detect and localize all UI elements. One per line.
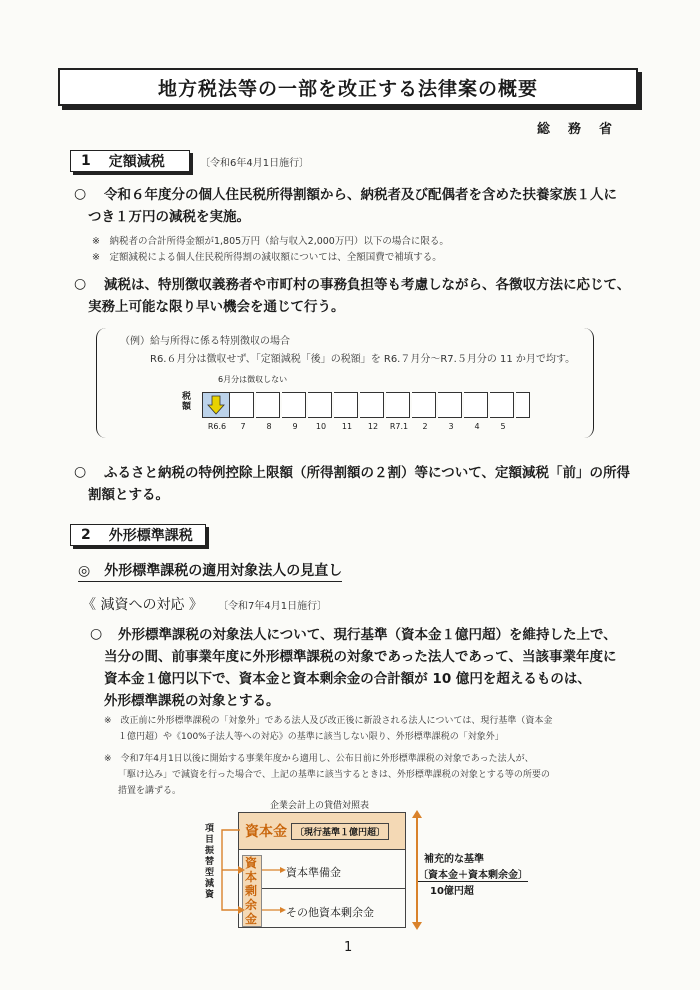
section1-bullet3-line1: ふるさと納税の特例控除上限額（所得割額の２割）等について、定額減税「前」の所得 [104,465,630,481]
month-tick: 2 [422,422,428,431]
ministry-name: 総務省 [536,122,630,137]
capital-note: 〔現行基準１億円超〕 [291,823,389,840]
month-tick: 9 [292,422,298,431]
june-label: 6月分は徴収しない [218,375,288,384]
section1-bullet2-line1: 減税は、特別徴収義務者や市町村の事務負担等も考慮しながら、各徴収方法に応じて、 [104,277,631,293]
section2-para-line2: 当分の間、前事業年度に外形標準課税の対象であった法人であって、当該事業年度に [104,649,617,665]
bullet-circle: ○ [74,186,87,202]
capital-label: 資本金 [245,824,287,840]
supplementary-formula: 〔資本金＋資本剰余金〕 [418,866,528,882]
surplus-label: 資本剰余金 [244,856,257,926]
month-cell [490,392,514,418]
supplementary-title: 補充的な基準 [424,854,484,865]
month-tick: 3 [448,422,454,431]
month-tick: R7.1 [389,422,409,431]
section2-subheading: ◎ 外形標準課税の適用対象法人の見直し [78,560,342,582]
section2-header [70,524,206,546]
section2-title: 外形標準課税 [108,528,193,544]
section2-para-line1: 外形標準課税の対象法人について、現行基準（資本金１億円超）を維持した上で、 [118,627,617,643]
june-cell [202,392,230,418]
section1-bullet3-line2: 割額とする。 [88,487,169,503]
section1-note2: ※ 定額減税による個人住民税所得割の減収額については、全額国費で補填する。 [92,252,442,263]
section1-effective: 〔令和6年4月1日施行〕 [200,158,310,169]
month-tick: 10 [315,422,327,431]
section2-para-line4: 外形標準課税の対象とする。 [104,693,280,709]
month-cell [360,392,384,418]
bullet-circle: ○ [74,276,87,292]
section2-para-line3: 資本金１億円以下で、資本金と資本剰余金の合計額が 10 億円を超えるものは、 [104,671,591,687]
month-tick: 8 [266,422,272,431]
section1-bullet1-line2: つき１万円の減税を実施。 [88,209,250,225]
section2-sub2: 《 減資への対応 》 [82,597,203,613]
month-cell [386,392,410,418]
page-number: 1 [344,940,353,955]
month-cell [308,392,332,418]
section2-note2-line3: 措置を講ずる。 [118,786,182,796]
section1-number: 1 [81,153,91,169]
bs-transfer-label: 項目振替型減資 [205,824,215,900]
section2-number: 2 [81,527,91,543]
example-text: R6.６月分は徴収せず、「定額減税「後」の税額」を R6.７月分～R7.５月分の 11 か月で均す。 [150,354,576,365]
month-tick: 11 [341,422,353,431]
month-cell [230,392,254,418]
month-tick: 4 [474,422,480,431]
month-cell [438,392,462,418]
monthly-tax-grid [202,392,532,452]
section2-effective: 〔令和7年4月1日施行〕 [218,601,328,612]
month-tick: R6.6 [207,422,227,431]
section2-note1-line2: １億円超）や《100%子法人等への対応》の基準に該当しない限り、外形標準課税の「対象外」 [118,732,504,742]
reserve-label: 資本準備金 [286,866,341,879]
section1-title: 定額減税 [108,154,165,170]
other-surplus-label: その他資本剰余金 [286,906,374,919]
month-cell [334,392,358,418]
section2-note2-line1: ※ 令和7年4月1日以後に開始する事業年度から適用し、公布日前に外形標準課税の対象であった法人が、 [104,754,534,764]
bullet-circle: ○ [90,626,103,642]
month-cell [282,392,306,418]
month-cell [464,392,488,418]
month-tick: 12 [367,422,379,431]
month-tick: 5 [500,422,506,431]
month-cell [516,392,530,418]
section1-bullet1-line1: 令和６年度分の個人住民税所得割額から、納税者及び配偶者を含めた扶養家族１人に [104,187,617,203]
section2-note2-line2: 「駆け込み」で減資を行った場合で、上記の基準に該当するときは、外形標準課税の対象とする等の所要の [118,770,550,780]
month-cell [412,392,436,418]
month-tick: 7 [240,422,246,431]
section2-note1-line1: ※ 改正前に外形標準課税の「対象外」である法人及び改正後に新設される法人については、現行基準（資本金 [104,716,553,726]
axis-label: 税額 [182,392,192,412]
supplementary-amount: 10億円超 [430,886,474,897]
document-title: 地方税法等の一部を改正する法律案の概要 [58,68,638,106]
section1-note1: ※ 納税者の合計所得金額が1,805万円（給与収入2,000万円）以下の場合に限る。 [92,236,449,247]
section1-bullet2-line2: 実務上可能な限り早い機会を通じて行う。 [88,299,345,315]
section1-header [70,150,190,172]
bullet-circle: ○ [74,464,87,480]
month-cell [256,392,280,418]
down-arrow-icon [203,393,229,417]
bs-title: 企業会計上の貸借対照表 [270,801,370,811]
transfer-arrows-icon [214,826,294,926]
example-heading: （例）給与所得に係る特別徴収の場合 [120,336,290,347]
